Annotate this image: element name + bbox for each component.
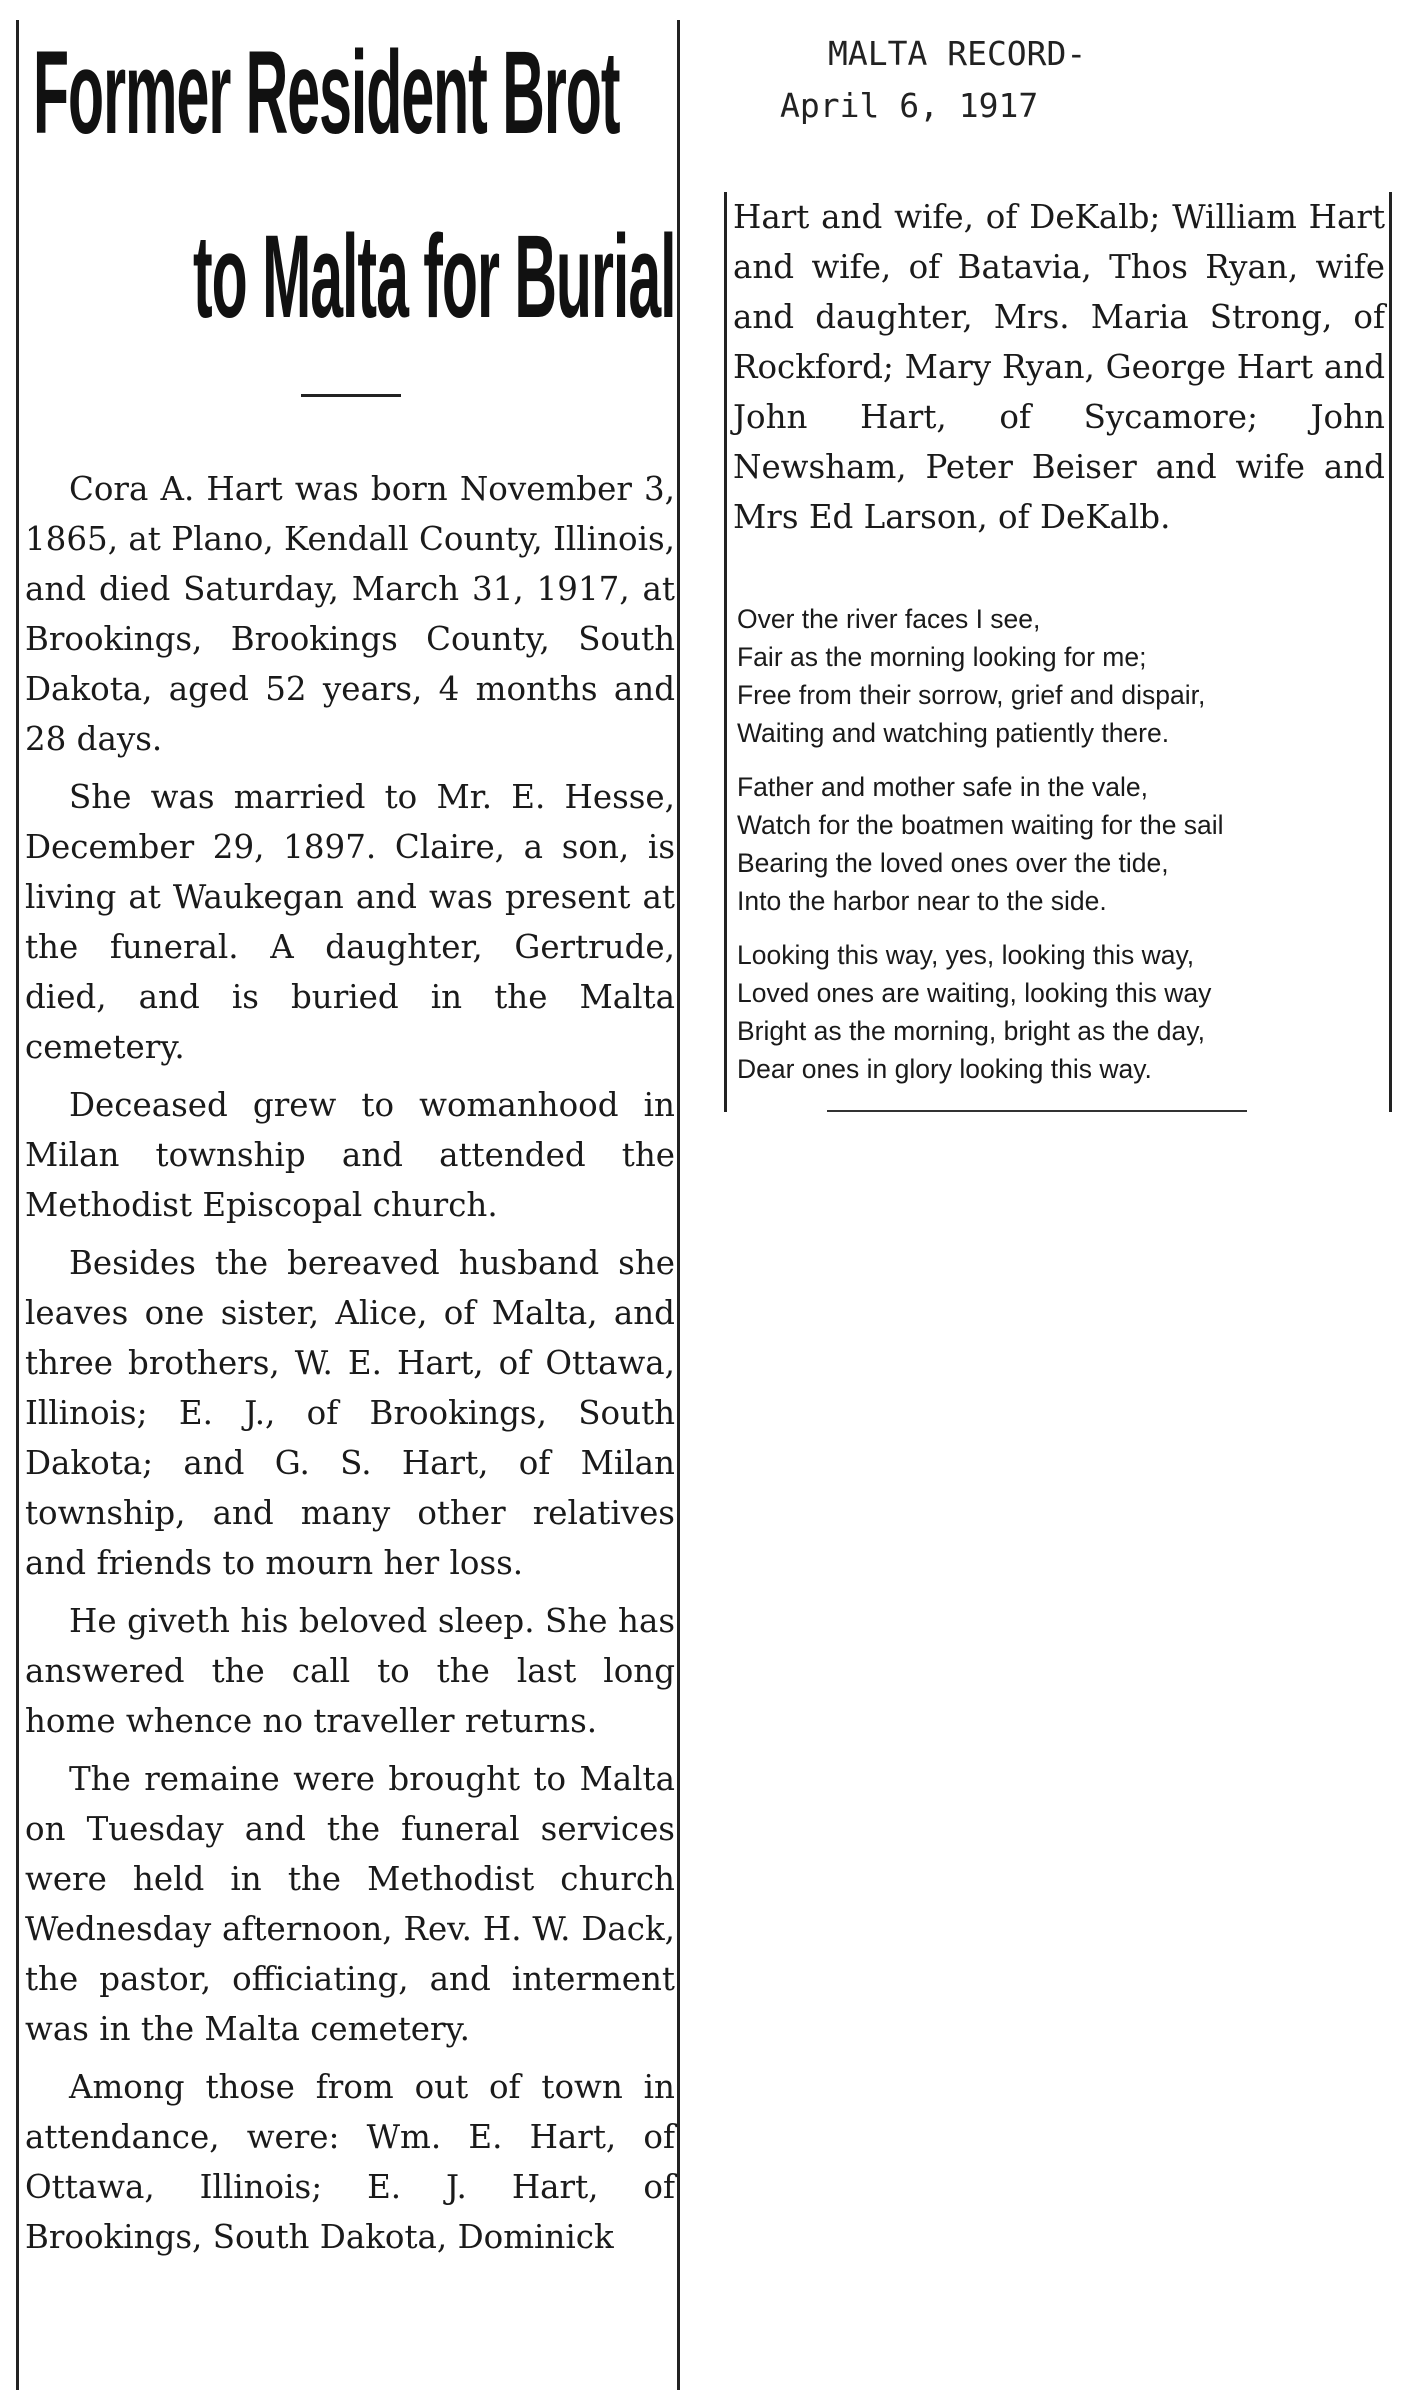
- poem-stanza-1: [737, 600, 1385, 752]
- paragraph-birth-death: Cora A. Hart was born November 3, 1865, at Plano, Kendall County, Illinois, and died Saturday, March 31, 1917, at Brookings, Brookings County, South Dakota, aged 52 years, 4 months and 28 days.: [25, 470, 675, 758]
- right-column: [724, 192, 1392, 1112]
- paragraph-scripture: He giveth his beloved sleep. She has answered the call to the last long home whence no traveller returns.: [25, 1602, 675, 1740]
- poem-line: Watch for the boatmen waiting for the sail: [737, 810, 1224, 840]
- poem-end-divider: [827, 1110, 1247, 1112]
- masthead-date: April 6, 1917: [780, 86, 1039, 125]
- poem: [737, 600, 1385, 1104]
- headline-divider: [301, 394, 401, 397]
- poem-line: Looking this way, yes, looking this way,: [737, 940, 1195, 970]
- paragraph-funeral: The remaine were brought to Malta on Tuesday and the funeral services were held in the Methodist church Wednesday afternoon, Rev. H. W. Dack, the pastor, officiating, and interment was in the Malta cemetery.: [25, 1760, 675, 2048]
- headline-line-2: to Malta for Burial: [193, 211, 676, 343]
- paragraph-marriage: She was married to Mr. E. Hesse, December 29, 1897. Claire, a son, is living at Waukegan and was present at the funeral. A daughter, Gertrude, died, and is buried in the Malta cemetery.: [25, 778, 675, 1066]
- obituary-body: [25, 464, 675, 2270]
- paragraph-attendees: Among those from out of town in attendance, were: Wm. E. Hart, of Ottawa, Illinois; E. J. Hart, of Brookings, South Dakota, Dominick: [25, 2068, 675, 2256]
- attendees-continued: [733, 192, 1385, 542]
- left-column: [16, 20, 680, 2390]
- poem-line: Dear ones in glory looking this way.: [737, 1054, 1152, 1084]
- poem-line: Free from their sorrow, grief and dispair,: [737, 680, 1206, 710]
- headline-line-1: Former Resident Brot: [33, 27, 620, 159]
- poem-line: Waiting and watching patiently there.: [737, 718, 1170, 748]
- poem-line: Bearing the loved ones over the tide,: [737, 848, 1169, 878]
- poem-line: Bright as the morning, bright as the day,: [737, 1016, 1205, 1046]
- poem-line: Father and mother safe in the vale,: [737, 772, 1148, 802]
- poem-stanza-2: [737, 768, 1385, 920]
- poem-line: Loved ones are waiting, looking this way: [737, 978, 1212, 1008]
- poem-line: Over the river faces I see,: [737, 604, 1041, 634]
- paragraph-attendees-continued: Hart and wife, of DeKalb; William Hart and wife, of Batavia, Thos Ryan, wife and daughter, Mrs. Maria Strong, of Rockford; Mary Ryan, George Hart and John Hart, of Sycamore; John Newsham, Peter Beiser and wife and Mrs Ed Larson, of DeKalb.: [733, 198, 1385, 536]
- poem-stanza-3: [737, 936, 1385, 1088]
- paragraph-church: Deceased grew to womanhood in Milan township and attended the Methodist Episcopal church.: [25, 1086, 675, 1224]
- poem-line: Into the harbor near to the side.: [737, 886, 1107, 916]
- masthead-paper-name: MALTA RECORD-: [828, 34, 1087, 73]
- masthead: [780, 28, 1200, 132]
- poem-line: Fair as the morning looking for me;: [737, 642, 1147, 672]
- paragraph-survivors: Besides the bereaved husband she leaves one sister, Alice, of Malta, and three brothers, W. E. Hart, of Ottawa, Illinois; E. J., of Brookings, South Dakota; and G. S. Hart, of Milan township, and many other relatives and friends to mourn her loss.: [25, 1244, 675, 1582]
